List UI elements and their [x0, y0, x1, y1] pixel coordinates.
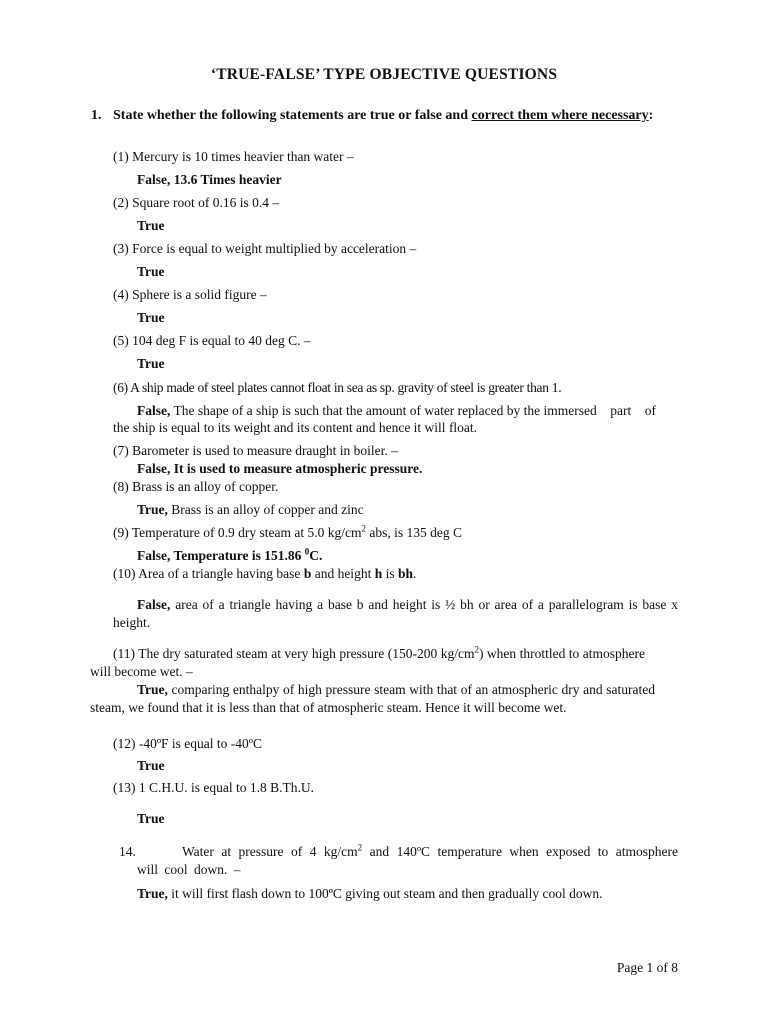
statement-7: (7) Barometer is used to measure draught in boiler. –	[113, 443, 398, 458]
answer-4: True	[137, 310, 165, 325]
answer-7: False, It is used to measure atmospheric pressure.	[137, 461, 423, 476]
answer-8: True, Brass is an alloy of copper and zinc	[137, 502, 364, 517]
answer-11: True, comparing enthalpy of high pressure steam with that of an atmospheric dry and saturated steam, we found that it is less than that of atmospheric steam. Hence it will become wet.	[90, 682, 655, 715]
answer-1: False, 13.6 Times heavier	[137, 172, 282, 187]
underlined-instruction: correct them where necessary	[471, 108, 649, 123]
answer-5: True	[137, 356, 165, 371]
statement-2: (2) Square root of 0.16 is 0.4 –	[113, 195, 280, 210]
question-number: 1.	[91, 108, 102, 123]
statement-12: (12) -40ºF is equal to -40ºC	[113, 736, 262, 751]
answer-9: False, Temperature is 151.86 $^0$C.	[137, 546, 323, 563]
statement-14: Water at pressure of 4 $kg/cm^2$ and 140ºC temperature when exposed to atmosphere will cool down. –	[137, 842, 678, 877]
statement-5: (5) 104 deg F is equal to 40 deg C. –	[113, 333, 311, 348]
statement-13: (13) 1 C.H.U. is equal to 1.8 B.Th.U.	[113, 780, 314, 795]
answer-3: True	[137, 264, 165, 279]
page-title: ‘TRUE-FALSE’ TYPE OBJECTIVE QUESTIONS	[210, 66, 558, 83]
page-number: Page 1 of 8	[616, 960, 678, 975]
statement-8: (8) Brass is an alloy of copper.	[113, 479, 279, 494]
statement-1: (1) Mercury is 10 times heavier than water –	[113, 149, 354, 164]
answer-12: True	[137, 758, 165, 773]
statement-6: (6) A ship made of steel plates cannot float in sea as sp. gravity of steel is greater than 1.	[113, 380, 562, 395]
statement-4: (4) Sphere is a solid figure –	[113, 287, 267, 302]
answer-6: False, The shape of a ship is such that the amount of water replaced by the immersed part of	[137, 403, 656, 418]
statement-10: (10) Area of a triangle having base b and height h is bh.	[113, 566, 417, 581]
question-1	[91, 107, 678, 125]
question-text: State whether the following statements are true or false and correct them where necessary:	[113, 108, 654, 123]
statement-3: (3) Force is equal to weight multiplied by acceleration –	[113, 241, 417, 256]
statement-9: (9) Temperature of 0.9 dry steam at 5.0 $kg/cm^2$ abs, is 135 deg C	[113, 523, 462, 540]
answer-6-continued: the ship is equal to its weight and its content and hence it will float.	[113, 420, 478, 435]
statement-11: (11) The dry saturated steam at very high pressure (150-200 $kg/cm^2$) when throttled to atmosphere will become wet. –	[90, 644, 645, 679]
statement-14-number: 14.	[119, 844, 136, 859]
answer-13: True	[137, 811, 165, 826]
answer-2: True	[137, 218, 165, 233]
answer-10: False, area of a triangle having a base b and height is ½ bh or area of a parallelogram is base x height.	[113, 597, 678, 630]
answer-14: True, it will first flash down to 100ºC giving out steam and then gradually cool down.	[137, 886, 603, 901]
